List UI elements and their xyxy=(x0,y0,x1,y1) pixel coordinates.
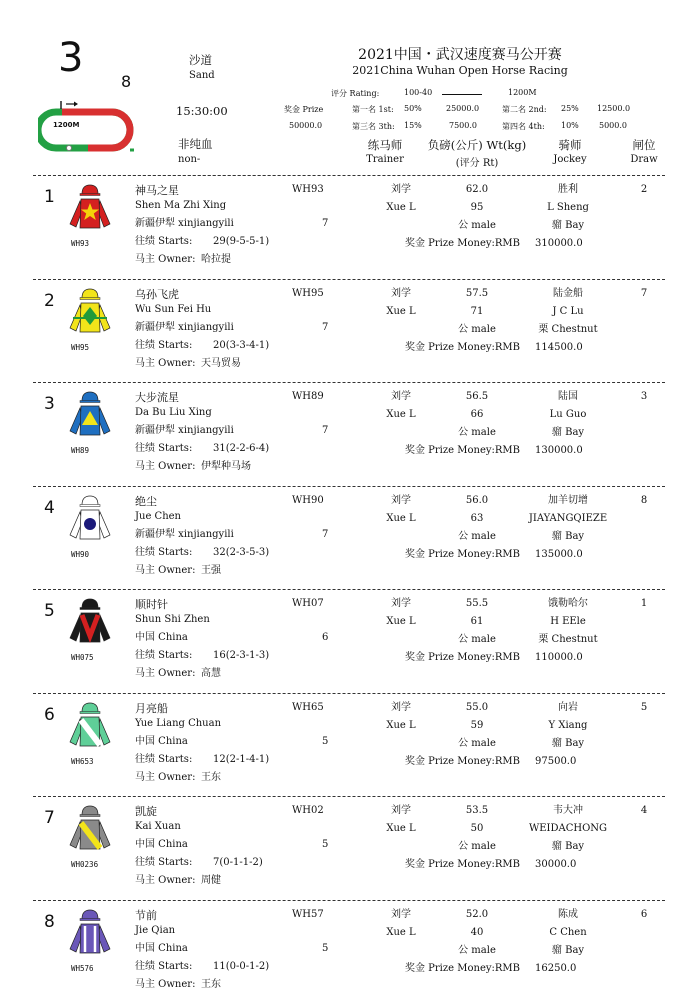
entry-owner: 周健 xyxy=(201,875,221,886)
entry-origin: 中国 China xyxy=(135,839,188,850)
jockey-silks-icon xyxy=(67,495,113,545)
entry-rating: 61 xyxy=(470,616,484,627)
rating-separator xyxy=(442,94,482,95)
entry-starts-label: 往绩 Starts: xyxy=(135,236,193,247)
entry-code: WH93 xyxy=(292,184,324,195)
silk-code: WH89 xyxy=(71,446,90,455)
entry-jockey-en: J C Lu xyxy=(552,306,584,317)
horse-entry xyxy=(0,176,695,279)
entry-coat-color: 栗 Chestnut xyxy=(538,324,598,335)
entry-jockey-cn: 胜利 xyxy=(558,184,578,195)
col-trainer-cn: 练马师 xyxy=(367,138,403,152)
entry-number: 3 xyxy=(44,394,55,414)
entry-money-label: 奖金 Prize Money:RMB xyxy=(405,549,521,560)
entry-money-label: 奖金 Prize Money:RMB xyxy=(405,445,521,456)
entry-jockey-cn: 陈成 xyxy=(558,909,578,920)
entry-number: 7 xyxy=(44,808,55,828)
entry-draw: 5 xyxy=(640,702,648,713)
entry-starts: 11(0-0-1-2) xyxy=(213,961,270,972)
blood-cn: 非纯血 xyxy=(178,137,213,151)
entry-owner-label: 马主 Owner: xyxy=(135,254,196,265)
entry-sex: 公 male xyxy=(458,841,496,852)
place3-amount: 7500.0 xyxy=(449,121,477,130)
place1-pct: 50% xyxy=(404,104,422,113)
entry-code: WH90 xyxy=(292,495,324,506)
entry-trainer-cn: 刘学 xyxy=(391,909,411,920)
col-draw-en: Draw xyxy=(630,154,658,165)
entry-jockey-en: L Sheng xyxy=(547,202,589,213)
horse-entry xyxy=(0,694,695,797)
entry-owner: 哈拉提 xyxy=(201,254,231,265)
entry-owner-label: 马主 Owner: xyxy=(135,875,196,886)
entry-name-cn: 月亮船 xyxy=(135,702,168,715)
entry-name-en: Wu Sun Fei Hu xyxy=(135,304,212,315)
place2-pct: 25% xyxy=(561,104,579,113)
surface-en: Sand xyxy=(189,70,215,81)
entry-owner: 天马贸易 xyxy=(201,358,241,369)
entry-money: 16250.0 xyxy=(535,963,577,974)
entry-trainer-cn: 刘学 xyxy=(391,598,411,609)
entry-money-label: 奖金 Prize Money:RMB xyxy=(405,238,521,249)
entry-owner: 伊犁种马场 xyxy=(201,461,251,472)
entry-name-en: Yue Liang Chuan xyxy=(135,718,222,729)
entry-money: 135000.0 xyxy=(535,549,583,560)
entry-coat-color: 骝 Bay xyxy=(551,738,585,749)
place3-label: 第三名 3th: xyxy=(352,122,395,131)
entry-jockey-cn: 加羊切增 xyxy=(548,495,588,506)
entry-jockey-en: H EEle xyxy=(550,616,586,627)
entry-starts: 32(2-3-5-3) xyxy=(213,547,270,558)
entry-rating: 50 xyxy=(470,823,484,834)
entry-weight: 56.5 xyxy=(465,391,489,402)
entry-draw: 8 xyxy=(640,495,648,506)
entry-rating: 71 xyxy=(470,306,484,317)
horse-entry xyxy=(0,901,695,1004)
entry-owner-label: 马主 Owner: xyxy=(135,358,196,369)
prize-total: 50000.0 xyxy=(289,121,323,130)
entry-draw: 3 xyxy=(640,391,648,402)
entry-origin: 中国 China xyxy=(135,943,188,954)
entry-starts: 20(3-3-4-1) xyxy=(213,340,270,351)
entry-weight: 55.5 xyxy=(465,598,489,609)
entry-trainer-en: Xue L xyxy=(386,823,416,834)
col-weight-cn: 负磅(公斤) Wt(kg) xyxy=(427,138,527,152)
entry-weight: 57.5 xyxy=(465,288,489,299)
silk-code: WH93 xyxy=(71,239,90,248)
entry-money: 130000.0 xyxy=(535,445,583,456)
entry-money-label: 奖金 Prize Money:RMB xyxy=(405,652,521,663)
entry-origin: 中国 China xyxy=(135,736,188,747)
entry-owner-label: 马主 Owner: xyxy=(135,461,196,472)
entry-weight: 52.0 xyxy=(465,909,489,920)
entry-weight: 53.5 xyxy=(465,805,489,816)
entry-starts-label: 往绩 Starts: xyxy=(135,857,193,868)
rating-value: 100-40 xyxy=(404,88,433,97)
entry-number: 2 xyxy=(44,291,55,311)
entry-code: WH65 xyxy=(292,702,324,713)
rating-label: 评分 Rating: xyxy=(331,89,380,98)
jockey-silks-icon xyxy=(67,288,113,338)
entry-origin: 新疆伊犁 xinjiangyili xyxy=(135,218,234,229)
entry-starts-label: 往绩 Starts: xyxy=(135,340,193,351)
entry-draw: 4 xyxy=(640,805,648,816)
entry-money: 114500.0 xyxy=(535,342,583,353)
entry-draw: 7 xyxy=(640,288,648,299)
entry-age: 7 xyxy=(322,218,329,229)
entry-age: 5 xyxy=(322,736,329,747)
col-weight-en: (评分 Rt) xyxy=(455,158,499,169)
entry-owner-label: 马主 Owner: xyxy=(135,668,196,679)
entry-trainer-en: Xue L xyxy=(386,306,416,317)
silk-code: WH653 xyxy=(71,757,94,766)
jockey-silks-icon xyxy=(67,909,113,959)
entry-money: 110000.0 xyxy=(535,652,583,663)
place3-pct: 15% xyxy=(404,121,422,130)
entry-owner: 王东 xyxy=(201,979,221,990)
entry-name-cn: 节前 xyxy=(135,909,157,922)
entry-trainer-cn: 刘学 xyxy=(391,805,411,816)
entry-starts: 12(2-1-4-1) xyxy=(213,754,270,765)
race-title-en: 2021China Wuhan Open Horse Racing xyxy=(352,64,568,77)
entry-jockey-cn: 向岩 xyxy=(558,702,578,713)
entry-jockey-cn: 饿勒哈尔 xyxy=(548,598,588,609)
entry-draw: 2 xyxy=(640,184,648,195)
entry-name-cn: 绝尘 xyxy=(135,495,157,508)
col-jockey-cn: 骑师 xyxy=(558,138,582,152)
entry-origin: 新疆伊犁 xinjiangyili xyxy=(135,322,234,333)
entry-name-cn: 神马之星 xyxy=(135,184,179,197)
entry-number: 4 xyxy=(44,498,55,518)
prize-label: 奖金 Prize xyxy=(284,105,324,114)
jockey-silks-icon xyxy=(67,391,113,441)
entry-name-cn: 凯旋 xyxy=(135,805,157,818)
entry-starts-label: 往绩 Starts: xyxy=(135,754,193,765)
race-distance: 1200M xyxy=(508,88,537,97)
blood-en: non- xyxy=(178,154,201,165)
entry-rating: 40 xyxy=(470,927,484,938)
race-time: 15:30:00 xyxy=(176,104,228,118)
entry-code: WH02 xyxy=(292,805,324,816)
entry-name-en: Jue Chen xyxy=(135,511,181,522)
silk-code: WH0236 xyxy=(71,860,99,869)
entry-origin: 中国 China xyxy=(135,632,188,643)
place2-amount: 12500.0 xyxy=(597,104,631,113)
entry-name-en: Jie Qian xyxy=(135,925,176,936)
entry-sex: 公 male xyxy=(458,427,496,438)
entry-trainer-cn: 刘学 xyxy=(391,391,411,402)
entry-sex: 公 male xyxy=(458,531,496,542)
entry-weight: 56.0 xyxy=(465,495,489,506)
entry-owner-label: 马主 Owner: xyxy=(135,565,196,576)
entry-starts-label: 往绩 Starts: xyxy=(135,547,193,558)
entry-money-label: 奖金 Prize Money:RMB xyxy=(405,963,521,974)
entry-jockey-en: Y Xiang xyxy=(548,720,588,731)
race-number: 3 xyxy=(58,35,84,81)
entry-number: 1 xyxy=(44,187,55,207)
entry-name-cn: 顺时针 xyxy=(135,598,168,611)
entry-trainer-en: Xue L xyxy=(386,202,416,213)
entry-rating: 59 xyxy=(470,720,484,731)
entry-name-en: Kai Xuan xyxy=(135,821,181,832)
horse-entry xyxy=(0,797,695,900)
entry-age: 7 xyxy=(322,425,329,436)
entry-owner-label: 马主 Owner: xyxy=(135,979,196,990)
entry-name-cn: 大步流星 xyxy=(135,391,179,404)
horse-entry xyxy=(0,280,695,383)
entry-draw: 6 xyxy=(640,909,648,920)
entry-name-en: Shen Ma Zhi Xing xyxy=(135,200,227,211)
place2-label: 第二名 2nd: xyxy=(502,105,547,114)
entry-jockey-en: JIAYANGQIEZE xyxy=(528,513,608,524)
place1-amount: 25000.0 xyxy=(446,104,480,113)
entry-code: WH95 xyxy=(292,288,324,299)
entry-trainer-en: Xue L xyxy=(386,513,416,524)
jockey-silks-icon xyxy=(67,702,113,752)
col-trainer-en: Trainer xyxy=(366,154,404,165)
entry-name-en: Shun Shi Zhen xyxy=(135,614,210,625)
entry-money-label: 奖金 Prize Money:RMB xyxy=(405,342,521,353)
horse-entry xyxy=(0,590,695,693)
entry-jockey-en: C Chen xyxy=(549,927,587,938)
entry-name-en: Da Bu Liu Xing xyxy=(135,407,212,418)
entry-code: WH57 xyxy=(292,909,324,920)
entry-age: 7 xyxy=(322,529,329,540)
entry-coat-color: 骝 Bay xyxy=(551,945,585,956)
surface-cn: 沙道 xyxy=(189,53,212,67)
place4-label: 第四名 4th: xyxy=(502,122,545,131)
entry-jockey-cn: 韦大冲 xyxy=(553,805,583,816)
entry-number: 8 xyxy=(44,912,55,932)
entry-trainer-en: Xue L xyxy=(386,927,416,938)
track-label: 1200M xyxy=(53,121,80,129)
entry-jockey-en: Lu Guo xyxy=(549,409,587,420)
entry-coat-color: 骝 Bay xyxy=(551,427,585,438)
entry-code: WH89 xyxy=(292,391,324,402)
entry-trainer-cn: 刘学 xyxy=(391,495,411,506)
entry-jockey-cn: 陆国 xyxy=(558,391,578,402)
entry-starts: 7(0-1-1-2) xyxy=(213,857,263,868)
entry-coat-color: 骝 Bay xyxy=(551,841,585,852)
entry-weight: 62.0 xyxy=(465,184,489,195)
race-title-cn: 2021中国・武汉速度赛马公开赛 xyxy=(358,47,562,63)
entry-money: 310000.0 xyxy=(535,238,583,249)
place4-pct: 10% xyxy=(561,121,579,130)
header-divider xyxy=(33,175,665,176)
entry-owner: 高慧 xyxy=(201,668,221,679)
jockey-silks-icon xyxy=(67,598,113,648)
entry-age: 5 xyxy=(322,839,329,850)
horse-entry xyxy=(0,487,695,590)
entry-draw: 1 xyxy=(640,598,648,609)
entry-number: 6 xyxy=(44,705,55,725)
entry-coat-color: 栗 Chestnut xyxy=(538,634,598,645)
entry-coat-color: 骝 Bay xyxy=(551,531,585,542)
entry-coat-color: 骝 Bay xyxy=(551,220,585,231)
entry-sex: 公 male xyxy=(458,324,496,335)
entry-starts: 29(9-5-5-1) xyxy=(213,236,270,247)
entry-sex: 公 male xyxy=(458,634,496,645)
entry-number: 5 xyxy=(44,601,55,621)
entry-trainer-cn: 刘学 xyxy=(391,702,411,713)
col-draw-cn: 闸位 xyxy=(632,138,656,152)
entry-age: 5 xyxy=(322,943,329,954)
entry-starts: 31(2-2-6-4) xyxy=(213,443,270,454)
entry-trainer-en: Xue L xyxy=(386,409,416,420)
entry-jockey-cn: 陆金船 xyxy=(553,288,583,299)
col-jockey-en: Jockey xyxy=(553,154,587,165)
silk-code: WH576 xyxy=(71,964,94,973)
entry-trainer-cn: 刘学 xyxy=(391,184,411,195)
entry-owner-label: 马主 Owner: xyxy=(135,772,196,783)
jockey-silks-icon xyxy=(67,184,113,234)
entry-weight: 55.0 xyxy=(465,702,489,713)
entry-rating: 95 xyxy=(470,202,484,213)
entry-jockey-en: WEIDACHONG xyxy=(528,823,608,834)
place1-label: 第一名 1st: xyxy=(352,105,394,114)
jockey-silks-icon xyxy=(67,805,113,855)
entry-money-label: 奖金 Prize Money:RMB xyxy=(405,756,521,767)
entry-code: WH07 xyxy=(292,598,324,609)
entry-trainer-en: Xue L xyxy=(386,720,416,731)
entry-starts-label: 往绩 Starts: xyxy=(135,443,193,454)
entry-rating: 63 xyxy=(470,513,484,524)
entry-sex: 公 male xyxy=(458,738,496,749)
entry-starts-label: 往绩 Starts: xyxy=(135,650,193,661)
entry-rating: 66 xyxy=(470,409,484,420)
entry-money: 30000.0 xyxy=(535,859,577,870)
entry-money: 97500.0 xyxy=(535,756,577,767)
entry-trainer-en: Xue L xyxy=(386,616,416,627)
silk-code: WH075 xyxy=(71,653,94,662)
entry-sex: 公 male xyxy=(458,220,496,231)
entry-origin: 新疆伊犁 xinjiangyili xyxy=(135,529,234,540)
silk-code: WH90 xyxy=(71,550,90,559)
place4-amount: 5000.0 xyxy=(599,121,627,130)
entry-sex: 公 male xyxy=(458,945,496,956)
silk-code: WH95 xyxy=(71,343,90,352)
entry-origin: 新疆伊犁 xinjiangyili xyxy=(135,425,234,436)
horse-entry xyxy=(0,383,695,486)
race-sub-number: 8 xyxy=(121,72,132,91)
entry-age: 7 xyxy=(322,322,329,333)
entry-trainer-cn: 刘学 xyxy=(391,288,411,299)
entry-starts: 16(2-3-1-3) xyxy=(213,650,270,661)
entry-owner: 王强 xyxy=(201,565,221,576)
entry-age: 6 xyxy=(322,632,329,643)
entry-name-cn: 乌孙飞虎 xyxy=(135,288,179,301)
entry-starts-label: 往绩 Starts: xyxy=(135,961,193,972)
entry-owner: 王东 xyxy=(201,772,221,783)
entry-money-label: 奖金 Prize Money:RMB xyxy=(405,859,521,870)
